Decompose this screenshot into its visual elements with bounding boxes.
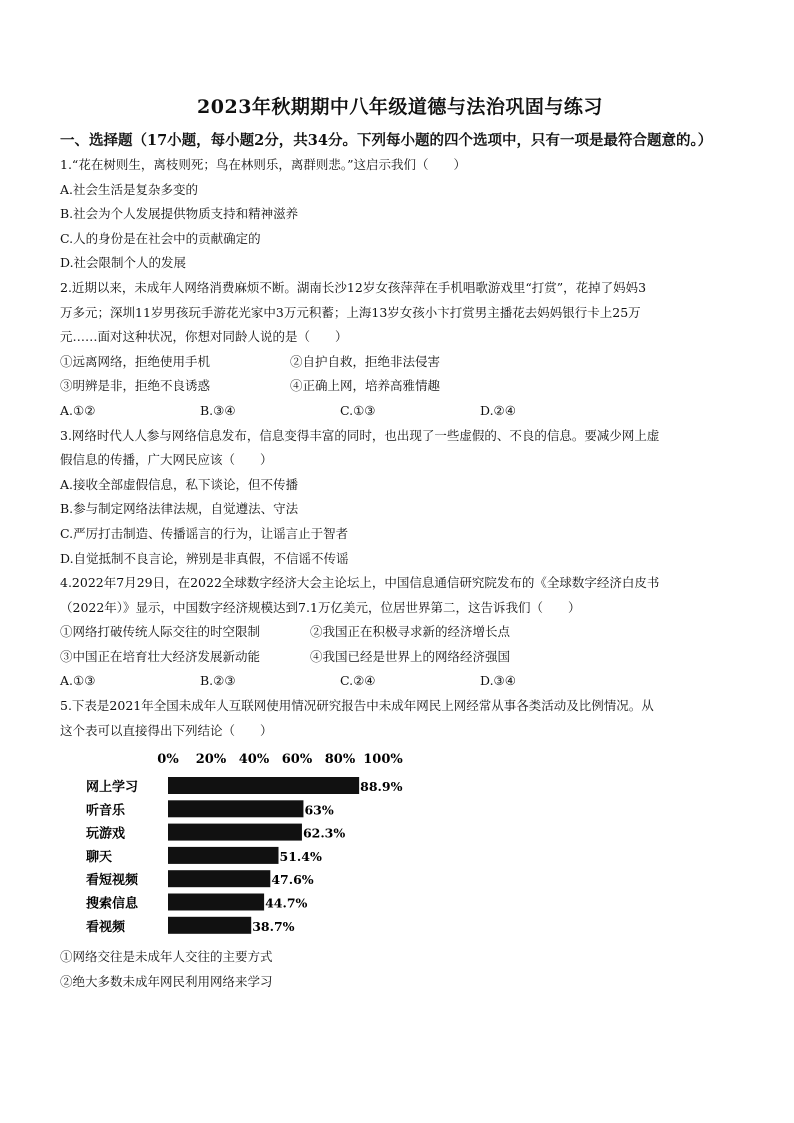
- question-stem: 元……面对这种状况，你想对同龄人说的是（ ）: [60, 329, 348, 345]
- question-stem: 5.下表是2021年全国未成年人互联网使用情况研究报告中未成年网民上网经常从事各类活动及比例情况。从: [60, 698, 654, 714]
- option-d: D.③④: [480, 673, 516, 689]
- tick-label: 20%: [195, 752, 227, 768]
- question-3: [60, 424, 740, 572]
- statement-2: ②绝大多数未成年网民利用网络来学习: [60, 973, 273, 989]
- option-c: C.严厉打击制造、传播谣言的行为，让谣言止于智者: [60, 525, 349, 541]
- option-b: B.③④: [200, 402, 236, 418]
- section-heading: 一、选择题（17小题，每小题2分，共34分。下列每小题的四个选项中，只有一项是最符合题意的。）: [60, 132, 713, 149]
- option-a: A.社会生活是复杂多变的: [60, 181, 199, 197]
- question-1: [60, 153, 740, 276]
- question-5: [60, 694, 740, 994]
- statement-2: ②自护自救，拒绝非法侵害: [290, 353, 441, 369]
- tick-label: 60%: [281, 752, 313, 768]
- data-label: 88.9%: [360, 779, 403, 795]
- statement-1: ①网络打破传统人际交往的时空限制: [60, 624, 261, 640]
- statement-3: ③中国正在培育壮大经济发展新动能: [60, 648, 261, 664]
- statement-row: [60, 620, 740, 645]
- statement-1: ①远离网络，拒绝使用手机: [60, 353, 211, 369]
- question-stem: 3.网络时代人人参与网络信息发布，信息变得丰富的同时，也出现了一些虚假的、不良的信息。要减少网上虚: [60, 427, 660, 443]
- statement-4: ④我国已经是世界上的网络经济强国: [310, 648, 511, 664]
- option-b: B.参与制定网络法律法规，自觉遵法、守法: [60, 501, 299, 517]
- tick-label: 0%: [157, 752, 179, 768]
- choice-row: [60, 399, 740, 424]
- category-label: 看短视频: [86, 873, 139, 889]
- option-a: A.接收全部虚假信息，私下谈论，但不传播: [60, 476, 299, 492]
- tick-label: 100%: [363, 752, 403, 768]
- question-stem: 1.“花在树则生，离枝则死；鸟在林则乐，离群则悲。”这启示我们（ ）: [60, 157, 466, 172]
- option-b: B.②③: [200, 673, 236, 689]
- question-stem: 2.近期以来，未成年人网络消费麻烦不断。湖南长沙12岁女孩萍萍在手机唱歌游戏里“打赏”，花掉了妈妈3: [60, 279, 647, 295]
- question-stem: （2022年）》显示，中国数字经济规模达到7.1万亿美元，位居世界第二，这告诉我们（ ）: [60, 599, 581, 615]
- option-d: D.自觉抵制不良言论，辨别是非真假，不信谣不传谣: [60, 550, 349, 566]
- statement-3: ③明辨是非，拒绝不良诱惑: [60, 378, 211, 394]
- option-c: C.②④: [340, 673, 376, 689]
- data-label: 62.3%: [302, 825, 346, 841]
- option-b: B.社会为个人发展提供物质支持和精神滋养: [60, 206, 299, 222]
- statement-4: ④正确上网，培养高雅情趣: [290, 378, 441, 394]
- bar: [168, 824, 302, 841]
- statement-1: ①网络交往是未成年人交往的主要方式: [60, 949, 273, 965]
- activity-bar-chart: [60, 749, 740, 945]
- category-label: 玩游戏: [86, 826, 126, 842]
- tick-label: 80%: [324, 752, 356, 768]
- data-label: 47.6%: [271, 872, 314, 888]
- question-stem: 4.2022年7月29日，在2022全球数字经济大会主论坛上，中国信息通信研究院发布的《全球数字经济白皮书: [60, 575, 660, 591]
- chart-svg: [60, 749, 740, 945]
- category-label: 聊天: [86, 850, 113, 866]
- statement-2: ②我国正在积极寻求新的经济增长点: [310, 624, 511, 640]
- category-label: 看视频: [86, 920, 126, 936]
- category-label: 搜索信息: [86, 896, 139, 912]
- statement-row: [60, 374, 740, 399]
- question-stem: 万多元；深圳11岁男孩玩手游花光家中3万元积蓄；上海13岁女孩小卞打赏男主播花去妈妈银行卡上25万: [60, 304, 641, 320]
- tick-label: 40%: [238, 752, 270, 768]
- category-label: 网上学习: [86, 780, 139, 796]
- bar: [168, 801, 303, 818]
- question-stem: 这个表可以直接得出下列结论（ ）: [60, 722, 273, 738]
- data-label: 51.4%: [279, 849, 322, 865]
- exam-page: [60, 92, 740, 994]
- choice-row: [60, 669, 740, 694]
- option-d: D.社会限制个人的发展: [60, 255, 187, 271]
- bar: [168, 777, 359, 794]
- data-label: 63%: [304, 802, 334, 818]
- bar: [168, 847, 279, 864]
- category-label: 听音乐: [86, 803, 126, 819]
- option-a: A.①③: [60, 673, 96, 689]
- option-c: C.人的身份是在社会中的贡献确定的: [60, 230, 261, 246]
- question-stem: 假信息的传播，广大网民应该（ ）: [60, 452, 273, 468]
- bar: [168, 870, 270, 887]
- data-label: 44.7%: [265, 895, 308, 911]
- statement-row: [60, 645, 740, 670]
- bar: [168, 917, 251, 934]
- option-c: C.①③: [340, 402, 376, 418]
- data-label: 38.7%: [252, 919, 295, 935]
- option-a: A.①②: [60, 402, 96, 418]
- statement-row: [60, 350, 740, 375]
- question-4: [60, 571, 740, 694]
- option-d: D.②④: [480, 402, 516, 418]
- question-2: [60, 276, 740, 424]
- page-title: 2023年秋期期中八年级道德与法治巩固与练习: [197, 96, 603, 118]
- bar: [168, 894, 264, 911]
